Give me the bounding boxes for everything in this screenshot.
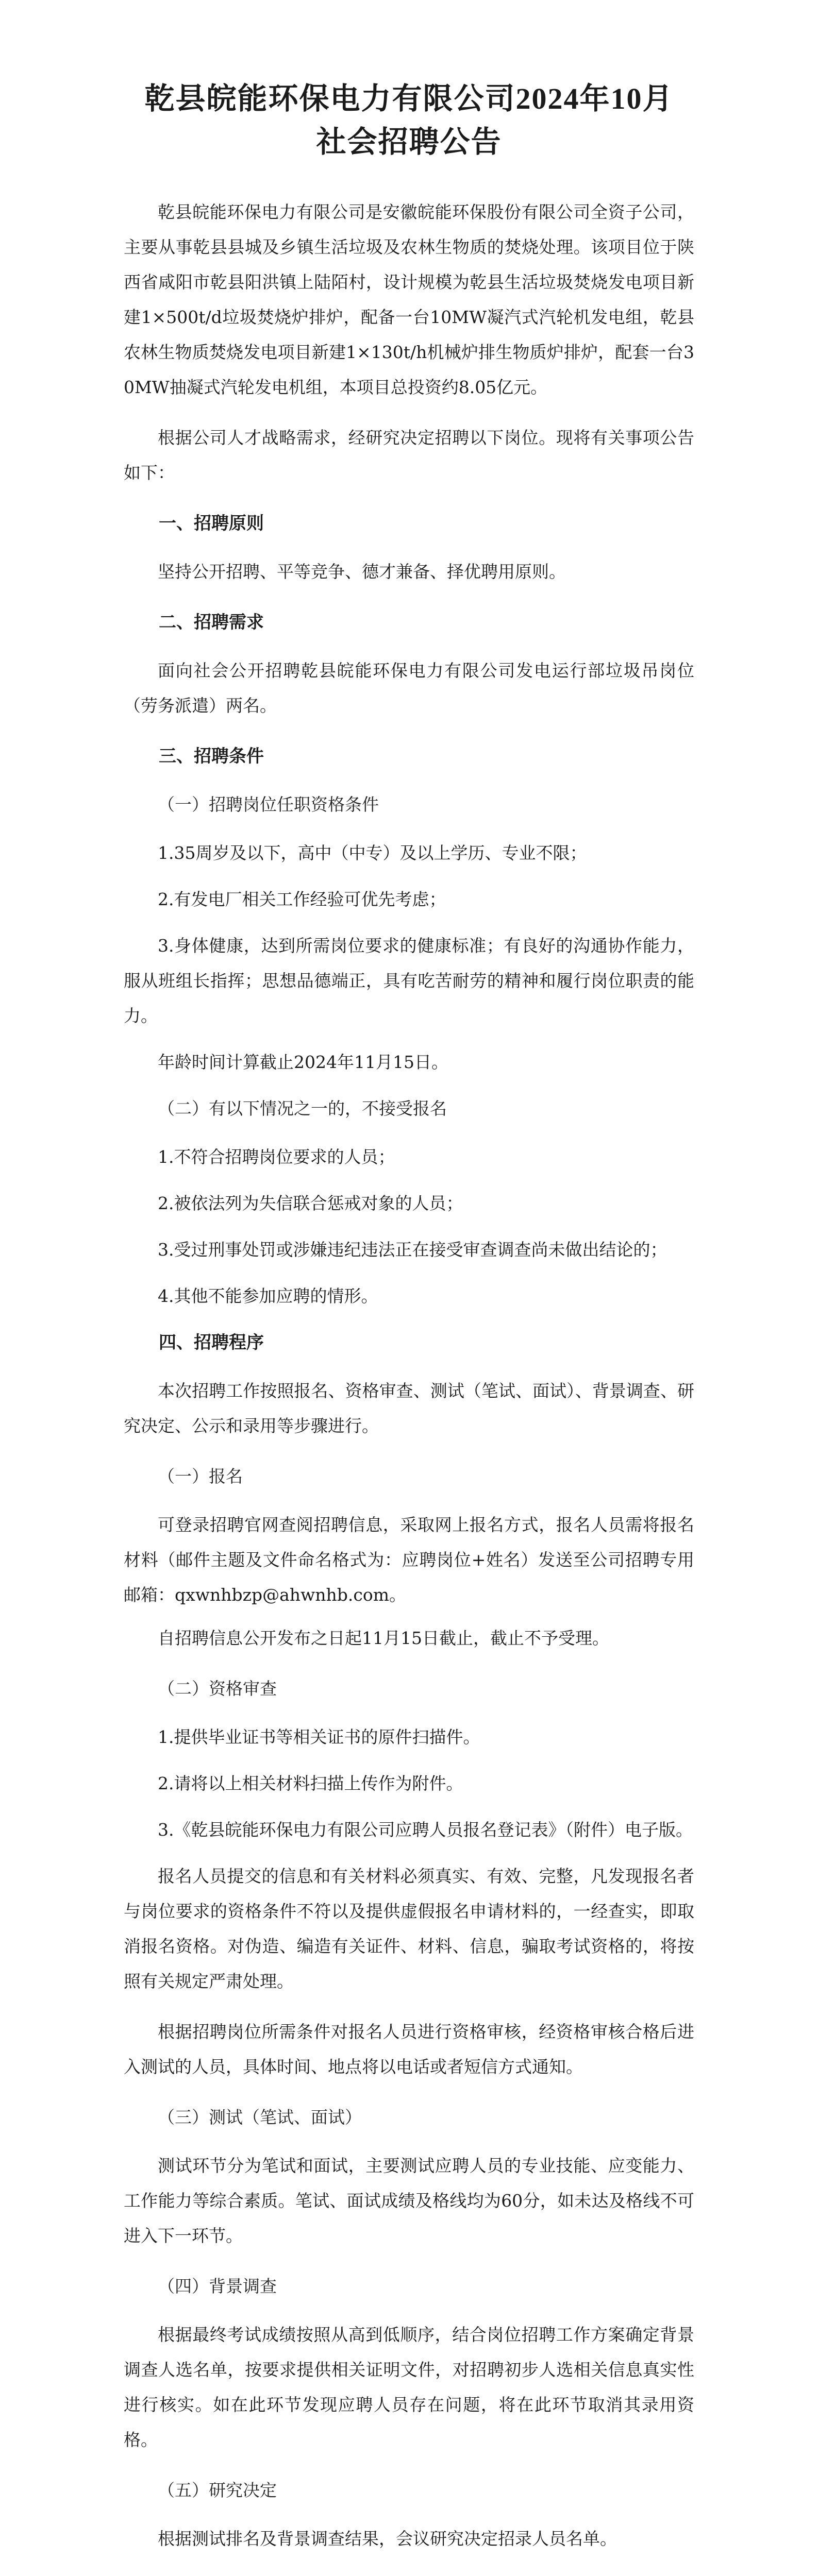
section-requirements: [124, 605, 694, 723]
section-text: 面向社会公开招聘乾县皖能环保电力有限公司发电运行部垃圾吊岗位（劳务派遣）两名。: [124, 660, 694, 716]
subsection-heading: （四）背景调查: [158, 2276, 277, 2296]
section-heading: 四、招聘程序: [159, 1332, 264, 1353]
section-heading: 一、招聘原则: [159, 513, 264, 534]
section-heading: 三、招聘条件: [159, 746, 264, 767]
list-item: 2.请将以上相关材料扫描上传作为附件。: [158, 1773, 463, 1793]
section-text: 根据招聘岗位所需条件对报名人员进行资格审核，经资格审核合格后进入测试的人员，具体时间、地点将以电话或者短信方式通知。: [124, 2022, 694, 2077]
list-item: 1.35周岁及以下，高中（中专）及以上学历、专业不限；: [158, 843, 587, 863]
intro-section: [124, 195, 694, 490]
subsection-heading: [124, 2572, 694, 2576]
intro-paragraph-2: 根据公司人才战略需求，经研究决定招聘以下岗位。现将有关事项公告如下：: [124, 428, 694, 483]
subsection-heading: （三）测试（笔试、面试）: [158, 2107, 362, 2127]
section-text: 报名人员提交的信息和有关材料必须真实、有效、完整，凡发现报名者与岗位要求的资格条件不符以及提供虚假报名申请材料的，一经查实，即取消报名资格。对伪造、编造有关证件、材料、信息，骗取考试资格的，将按照有关规定严肃处理。: [124, 1866, 694, 1991]
list-item: 3.身体健康，达到所需岗位要求的健康标准；有良好的沟通协作能力，服从班组长指挥；思想品德端正，具有吃苦耐劳的精神和履行岗位职责的能力。: [124, 936, 694, 1026]
list-item: 1.不符合招聘岗位要求的人员；: [158, 1147, 395, 1167]
subsection-heading: （一）报名: [158, 1466, 243, 1486]
list-item: 3.受过刑事处罚或涉嫌违纪违法正在接受审查调查尚未做出结论的；: [158, 1240, 667, 1260]
list-item: 1.提供毕业证书等相关证书的原件扫描件。: [158, 1727, 480, 1747]
section-procedure: [124, 1325, 694, 2576]
subsection-heading: （二）资格审查: [158, 1679, 277, 1699]
subsection-heading: （一）招聘岗位任职资格条件: [158, 794, 379, 815]
section-text: 坚持公开招聘、平等竞争、德才兼备、择优聘用原则。: [158, 562, 566, 582]
page-title: [124, 77, 694, 164]
section-text: 可登录招聘官网查阅招聘信息，采取网上报名方式，报名人员需将报名材料（邮件主题及文件命名格式为：应聘岗位+姓名）发送至公司招聘专用邮箱：qxwnhbzp@ahwnhb.com。: [124, 1515, 694, 1605]
list-item: 2.有发电厂相关工作经验可优先考虑；: [158, 889, 446, 909]
subsection-heading: （五）研究决定: [158, 2480, 277, 2500]
section-principles: [124, 506, 694, 589]
list-item: 4.其他不能参加应聘的情形。: [158, 1286, 378, 1306]
section-conditions: [124, 739, 694, 1314]
list-item: 年龄时间计算截止2024年11月15日。: [158, 1052, 448, 1072]
list-item: 2.被依法列为失信联合惩戒对象的人员；: [158, 1193, 463, 1213]
subsection-heading: （二）有以下情况之一的，不接受报名: [158, 1098, 447, 1118]
section-heading: 二、招聘需求: [159, 612, 264, 633]
section-text: 测试环节分为笔试和面试，主要测试应聘人员的专业技能、应变能力、工作能力等综合素质。笔试、面试成绩及格线均为60分，如未达及格线不可进入下一环节。: [124, 2156, 694, 2246]
title-line-1: 乾县皖能环保电力有限公司2024年10月: [144, 82, 674, 115]
section-text: 根据测试排名及背景调查结果，会议研究决定招录人员名单。: [158, 2529, 617, 2549]
title-line-2: 社会招聘公告: [316, 125, 502, 159]
section-text: 根据最终考试成绩按照从高到低顺序，结合岗位招聘工作方案确定背景调查人选名单，按要求提供相关证明文件，对招聘初步人选相关信息真实性进行核实。如在此环节发现应聘人员存在问题，将在此环节取消其录用资格。: [124, 2325, 694, 2450]
section-text: 本次招聘工作按照报名、资格审查、测试（笔试、面试）、背景调查、研究决定、公示和录用等步骤进行。: [124, 1381, 694, 1436]
section-text: 自招聘信息公开发布之日起11月15日截止，截止不予受理。: [158, 1628, 609, 1648]
intro-paragraph-1: 乾县皖能环保电力有限公司是安徽皖能环保股份有限公司全资子公司，主要从事乾县县城及乡镇生活垃圾及农林生物质的焚烧处理。该项目位于陕西省咸阳市乾县阳洪镇上陆陌村，设计规模为乾县生活垃圾焚烧发电项目新建1×500t/d垃圾焚烧炉排炉，配备一台10MW凝汽式汽轮机发电组，乾县农林生物质焚烧发电项目新建1×130t/h机械炉排生物质炉排炉，配套一台30MW抽凝式汽轮发电机组，本项目总投资约8.05亿元。: [124, 202, 694, 397]
list-item: 3.《乾县皖能环保电力有限公司应聘人员报名登记表》（附件）电子版。: [158, 1820, 693, 1840]
